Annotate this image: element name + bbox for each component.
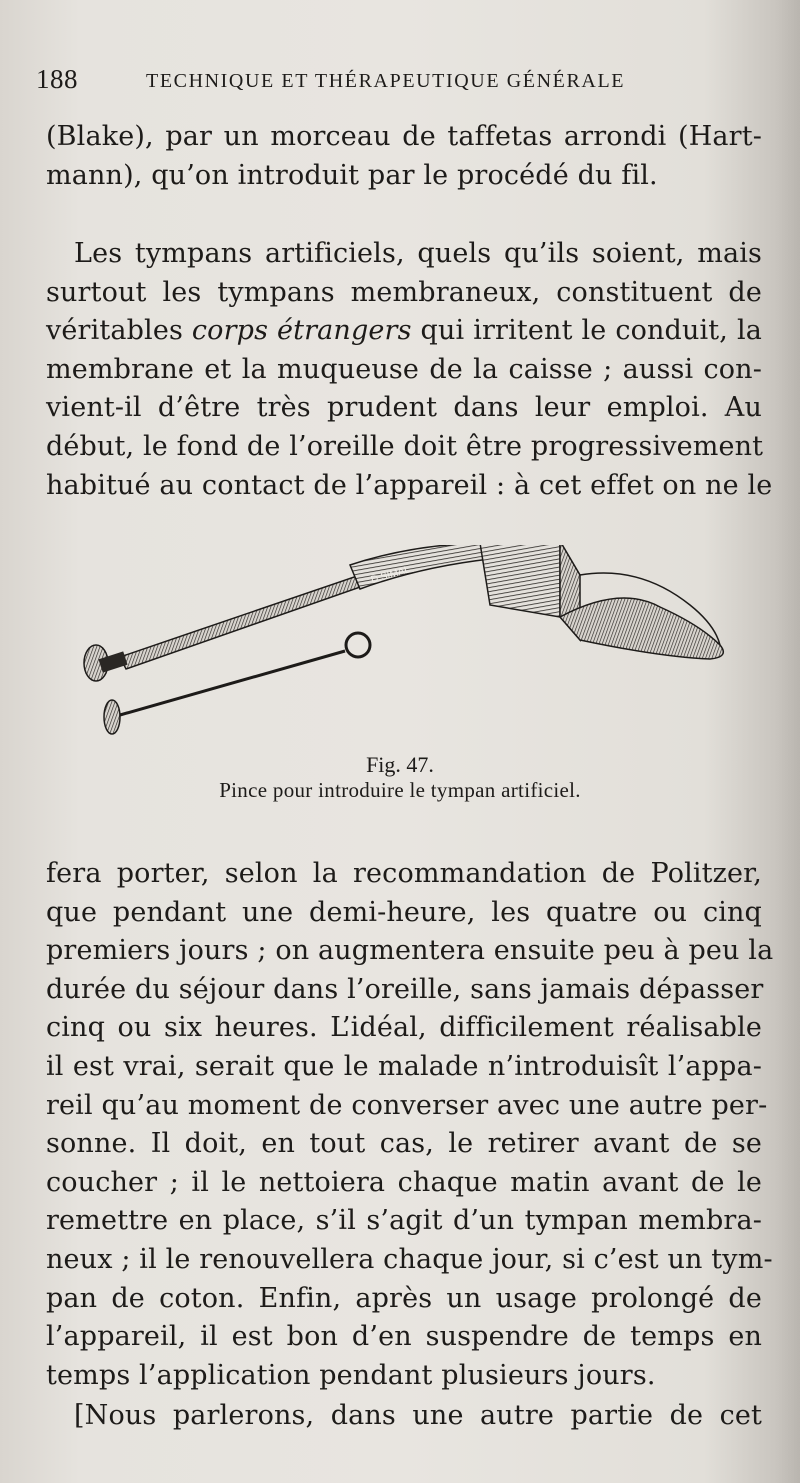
forceps-handle-cap xyxy=(84,645,128,681)
text-line: durée du séjour dans l’oreille, sans jamais dépasser xyxy=(46,973,764,1005)
forceps-blades xyxy=(480,545,723,659)
text-line: cinq ou six heures. L’idéal, difficilement réalisable xyxy=(46,1012,762,1044)
text-line: pan de coton. Enfin, après un usage prolongé de xyxy=(46,1282,762,1314)
text-line: reil qu’au moment de converser avec une autre per- xyxy=(46,1089,768,1121)
text-line: il est vrai, serait que le malade n’introduisît l’appa- xyxy=(46,1050,762,1082)
running-title: TECHNIQUE ET THÉRAPEUTIQUE GÉNÉRALE xyxy=(146,70,626,92)
text-line: (Blake), par un morceau de taffetas arrondi (Hart- xyxy=(46,121,762,152)
figure-number: Fig. 47. xyxy=(366,752,434,777)
text-line: coucher ; il le nettoiera chaque matin avant de le xyxy=(46,1166,762,1198)
text-line: mann), qu’on introduit par le procédé du fil. xyxy=(46,159,658,191)
text-line: premiers jours ; on augmentera ensuite peu à peu la xyxy=(46,935,774,967)
text-line: habitué au contact de l’appareil : à cet effet on ne le xyxy=(46,469,773,501)
forceps-illustration xyxy=(60,545,750,765)
text-line: neux ; il le renouvellera chaque jour, si c’est un tym- xyxy=(46,1243,773,1275)
text-line: fera porter, selon la recommandation de Politzer, xyxy=(46,858,762,889)
forceps-upper-arm xyxy=(120,545,490,669)
page-number: 188 xyxy=(36,64,78,94)
text-line: temps l’application pendant plusieurs jours. xyxy=(46,1359,656,1391)
text-line: [Nous parlerons, dans une autre partie de cet xyxy=(74,1400,762,1431)
text-line: véritables corps étrangers qui irritent le conduit, la xyxy=(46,315,762,347)
italic-phrase: corps étrangers xyxy=(191,315,412,347)
running-head xyxy=(36,64,696,98)
paragraph-artificial-tympans xyxy=(46,235,773,505)
figure-caption: Pince pour introduire le tympan artificiel. xyxy=(219,778,581,802)
paragraph-usage xyxy=(46,855,774,1395)
paragraph-continued xyxy=(46,118,762,195)
text-line: début, le fond de l’oreille doit être progressivement xyxy=(46,430,764,462)
text-line: membrane et la muqueuse de la caisse ; aussi con- xyxy=(46,353,762,385)
text-line: remettre en place, s’il s’agit d’un tympan membra- xyxy=(46,1205,762,1237)
text-line: vient-il d’être très prudent dans leur emploi. Au xyxy=(46,392,762,424)
text-line: Les tympans artificiels, quels qu’ils soient, mais xyxy=(74,238,762,269)
paragraph-next xyxy=(46,1397,762,1436)
text-line: surtout les tympans membraneux, constituent de xyxy=(46,276,762,308)
text-line: l’appareil, il est bon d’en suspendre de temps en xyxy=(46,1321,762,1353)
maker-stamp: D.SIMAL xyxy=(369,564,412,586)
text-line: sonne. Il doit, en tout cas, le retirer avant de se xyxy=(46,1128,762,1160)
text-line: que pendant une demi-heure, les quatre ou cinq xyxy=(46,896,762,928)
